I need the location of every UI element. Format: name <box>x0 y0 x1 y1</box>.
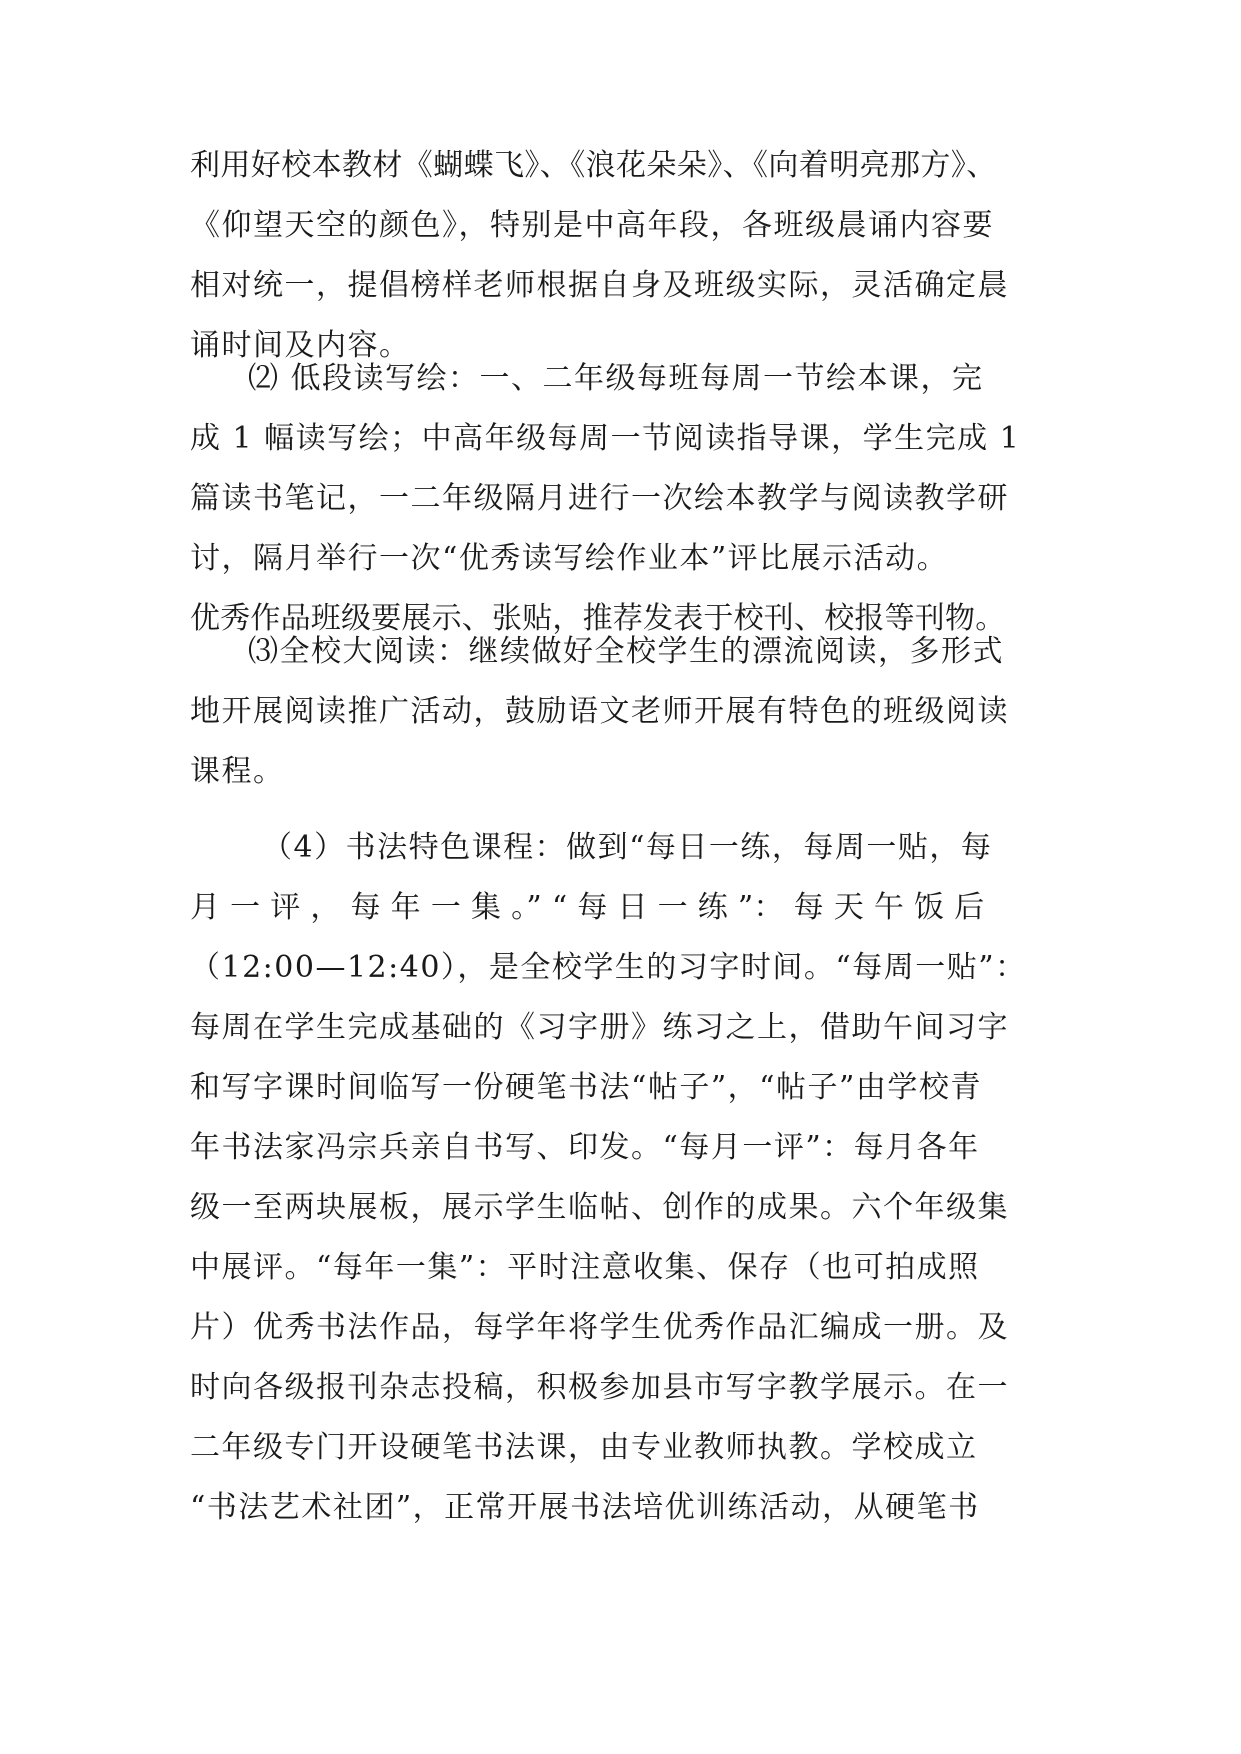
paragraph-item-3 <box>190 622 1050 802</box>
paragraph-item-2 <box>190 349 1050 649</box>
text-line: 片）优秀书法作品，每学年将学生优秀作品汇编成一册。及 <box>190 1310 1009 1345</box>
text-line: 课程。 <box>190 754 285 789</box>
text-line: 每周在学生完成基础的《习字册》练习之上，借助午间习字 <box>190 1010 1009 1045</box>
text-line: 《仰望天空的颜色》，特别是中高年段，各班级晨诵内容要 <box>190 208 994 243</box>
paragraph-intro-continuation <box>190 136 1050 376</box>
text-line: （12:00—12:40），是全校学生的习字时间。“每周一贴”： <box>190 950 1027 985</box>
text-line: ⑶全校大阅读：继续做好全校学生的漂流阅读，多形式 <box>248 634 1004 669</box>
text-line: 相对统一，提倡榜样老师根据自身及班级实际，灵活确定晨 <box>190 268 1009 303</box>
paragraph-item-4 <box>190 818 1050 1538</box>
text-line: 月 一 评 ， 每 年 一 集 。” “ 每 日 一 练 ”： 每 天 午 饭 后 <box>190 890 985 925</box>
text-line: ⑵ 低段读写绘：一、二年级每班每周一节绘本课，完 <box>248 361 984 396</box>
text-line: （4）书法特色课程：做到“每日一练，每周一贴，每 <box>262 830 993 865</box>
text-line: 年书法家冯宗兵亲自书写、印发。“每月一评”：每月各年 <box>190 1130 980 1165</box>
text-line: “书法艺术社团”，正常开展书法培优训练活动，从硬笔书 <box>190 1490 980 1525</box>
text-line: 和写字课时间临写一份硬笔书法“帖子”，“帖子”由学校青 <box>190 1070 982 1105</box>
text-line: 成 1 幅读写绘；中高年级每周一节阅读指导课，学生完成 1 <box>190 421 1021 456</box>
text-line: 优秀作品班级要展示、张贴，推荐发表于校刊、校报等刊物。 <box>190 601 1006 636</box>
text-line: 诵时间及内容。 <box>190 328 411 363</box>
text-line: 级一至两块展板，展示学生临帖、创作的成果。六个年级集 <box>190 1190 1009 1225</box>
text-line: 时向各级报刊杂志投稿，积极参加县市写字教学展示。在一 <box>190 1370 1009 1405</box>
text-line: 中展评。“每年一集”：平时注意收集、保存（也可拍成照 <box>190 1250 980 1285</box>
text-line: 篇读书笔记，一二年级隔月进行一次绘本教学与阅读教学研 <box>190 481 1009 516</box>
text-line: 二年级专门开设硬笔书法课，由专业教师执教。学校成立 <box>190 1430 978 1465</box>
text-line: 利用好校本教材《蝴蝶飞》、《浪花朵朵》、《向着明亮那方》、 <box>190 148 997 183</box>
text-line: 地开展阅读推广活动，鼓励语文老师开展有特色的班级阅读 <box>190 694 1009 729</box>
text-line: 讨，隔月举行一次“优秀读写绘作业本”评比展示活动。 <box>190 541 949 576</box>
